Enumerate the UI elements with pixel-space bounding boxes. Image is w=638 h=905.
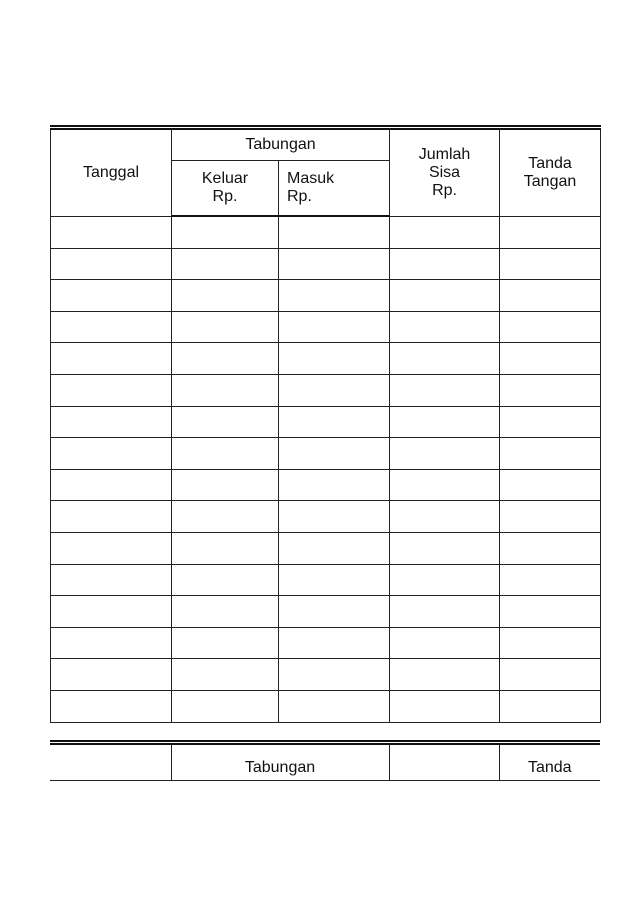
cell-tanggal[interactable] <box>51 216 172 248</box>
cell-jumlah[interactable] <box>390 532 500 564</box>
cell-keluar[interactable] <box>172 216 279 248</box>
cell-tanggal[interactable] <box>51 374 172 406</box>
cell-keluar[interactable] <box>172 532 279 564</box>
table-row <box>51 596 601 628</box>
cell-jumlah[interactable] <box>390 469 500 501</box>
cell-masuk[interactable] <box>279 501 390 533</box>
cell-tanggal[interactable] <box>51 627 172 659</box>
cell-tanggal[interactable] <box>51 564 172 596</box>
cell-keluar[interactable] <box>172 627 279 659</box>
cell-masuk[interactable] <box>279 564 390 596</box>
cell-jumlah[interactable] <box>390 374 500 406</box>
cell-tanggal[interactable] <box>51 501 172 533</box>
ledger-body <box>51 216 601 722</box>
cell-masuk[interactable] <box>279 343 390 375</box>
cell-tanggal[interactable] <box>51 659 172 691</box>
table-row <box>51 659 601 691</box>
cell-tanggal[interactable] <box>51 532 172 564</box>
cell-keluar[interactable] <box>172 690 279 722</box>
cell-tanggal[interactable] <box>51 438 172 470</box>
cell-jumlah[interactable] <box>390 501 500 533</box>
cell-masuk[interactable] <box>279 659 390 691</box>
header-jumlah-sisa <box>390 128 500 217</box>
table-row <box>51 311 601 343</box>
cell-tanda[interactable] <box>500 564 601 596</box>
cell-keluar[interactable] <box>172 501 279 533</box>
cell-jumlah[interactable] <box>390 280 500 312</box>
table-row <box>51 280 601 312</box>
table-row <box>51 564 601 596</box>
cell-tanda[interactable] <box>500 374 601 406</box>
header-tanda-tangan <box>500 128 601 217</box>
cell-tanggal[interactable] <box>51 469 172 501</box>
cell-masuk[interactable] <box>279 690 390 722</box>
cell-jumlah[interactable] <box>390 311 500 343</box>
table-row <box>51 343 601 375</box>
cell-masuk[interactable] <box>279 248 390 280</box>
cell-jumlah[interactable] <box>390 248 500 280</box>
cell-jumlah[interactable] <box>390 627 500 659</box>
header-jumlah-line3: Rp. <box>432 181 457 199</box>
table-row <box>51 374 601 406</box>
cell-tanggal[interactable] <box>51 311 172 343</box>
savings-ledger-table-2 <box>50 740 600 781</box>
cell-tanda[interactable] <box>500 311 601 343</box>
cell-tanda[interactable] <box>500 248 601 280</box>
header-masuk-line1: Masuk <box>287 170 335 187</box>
cell-tanda[interactable] <box>500 469 601 501</box>
cell-masuk[interactable] <box>279 311 390 343</box>
cell-masuk[interactable] <box>279 438 390 470</box>
cell-masuk[interactable] <box>279 216 390 248</box>
header-tabungan: Tabungan <box>172 128 390 161</box>
cell-tanda[interactable] <box>500 627 601 659</box>
table-row <box>51 248 601 280</box>
cell-keluar[interactable] <box>172 469 279 501</box>
header2-tanda: Tanda <box>499 743 600 781</box>
table-row <box>51 501 601 533</box>
header-keluar-line1: Keluar <box>201 170 249 187</box>
cell-tanggal[interactable] <box>51 406 172 438</box>
cell-tanda[interactable] <box>500 690 601 722</box>
header-tanda-line1: Tanda <box>528 154 572 172</box>
header2-tabungan: Tabungan <box>171 743 389 781</box>
header2-tanggal <box>50 743 171 781</box>
cell-keluar[interactable] <box>172 280 279 312</box>
cell-jumlah[interactable] <box>390 564 500 596</box>
header-tanda-line2: Tangan <box>523 172 577 190</box>
cell-tanda[interactable] <box>500 596 601 628</box>
cell-jumlah[interactable] <box>390 438 500 470</box>
cell-keluar[interactable] <box>172 343 279 375</box>
header-keluar <box>172 161 279 217</box>
cell-masuk[interactable] <box>279 374 390 406</box>
table-row <box>51 216 601 248</box>
table-row <box>51 627 601 659</box>
header-jumlah-line1: Jumlah <box>418 145 471 163</box>
header2-jumlah <box>389 743 499 781</box>
cell-tanda[interactable] <box>500 438 601 470</box>
cell-tanggal[interactable] <box>51 280 172 312</box>
cell-tanggal[interactable] <box>51 596 172 628</box>
table-row <box>51 690 601 722</box>
cell-jumlah[interactable] <box>390 690 500 722</box>
cell-tanda[interactable] <box>500 343 601 375</box>
header-tanggal: Tanggal <box>51 128 172 217</box>
header-masuk-line2: Rp. <box>287 188 312 205</box>
cell-tanda[interactable] <box>500 501 601 533</box>
cell-masuk[interactable] <box>279 280 390 312</box>
cell-masuk[interactable] <box>279 627 390 659</box>
header-keluar-line2: Rp. <box>212 188 238 205</box>
cell-jumlah[interactable] <box>390 406 500 438</box>
header-jumlah-line2: Sisa <box>428 163 461 181</box>
cell-tanda[interactable] <box>500 216 601 248</box>
cell-tanda[interactable] <box>500 406 601 438</box>
cell-masuk[interactable] <box>279 596 390 628</box>
cell-tanda[interactable] <box>500 280 601 312</box>
cell-tanggal[interactable] <box>51 343 172 375</box>
savings-ledger-table <box>50 125 601 723</box>
cell-keluar[interactable] <box>172 596 279 628</box>
table-row <box>51 406 601 438</box>
cell-keluar[interactable] <box>172 659 279 691</box>
header-masuk <box>279 161 390 217</box>
cell-tanggal[interactable] <box>51 690 172 722</box>
cell-jumlah[interactable] <box>390 659 500 691</box>
cell-tanggal[interactable] <box>51 248 172 280</box>
cell-tanda[interactable] <box>500 532 601 564</box>
cell-jumlah[interactable] <box>390 343 500 375</box>
cell-jumlah[interactable] <box>390 596 500 628</box>
cell-keluar[interactable] <box>172 406 279 438</box>
cell-masuk[interactable] <box>279 469 390 501</box>
table-row <box>51 438 601 470</box>
cell-keluar[interactable] <box>172 248 279 280</box>
table-row <box>51 532 601 564</box>
table-row <box>51 469 601 501</box>
cell-keluar[interactable] <box>172 311 279 343</box>
cell-keluar[interactable] <box>172 438 279 470</box>
cell-masuk[interactable] <box>279 532 390 564</box>
cell-keluar[interactable] <box>172 564 279 596</box>
cell-masuk[interactable] <box>279 406 390 438</box>
cell-keluar[interactable] <box>172 374 279 406</box>
cell-jumlah[interactable] <box>390 216 500 248</box>
cell-tanda[interactable] <box>500 659 601 691</box>
